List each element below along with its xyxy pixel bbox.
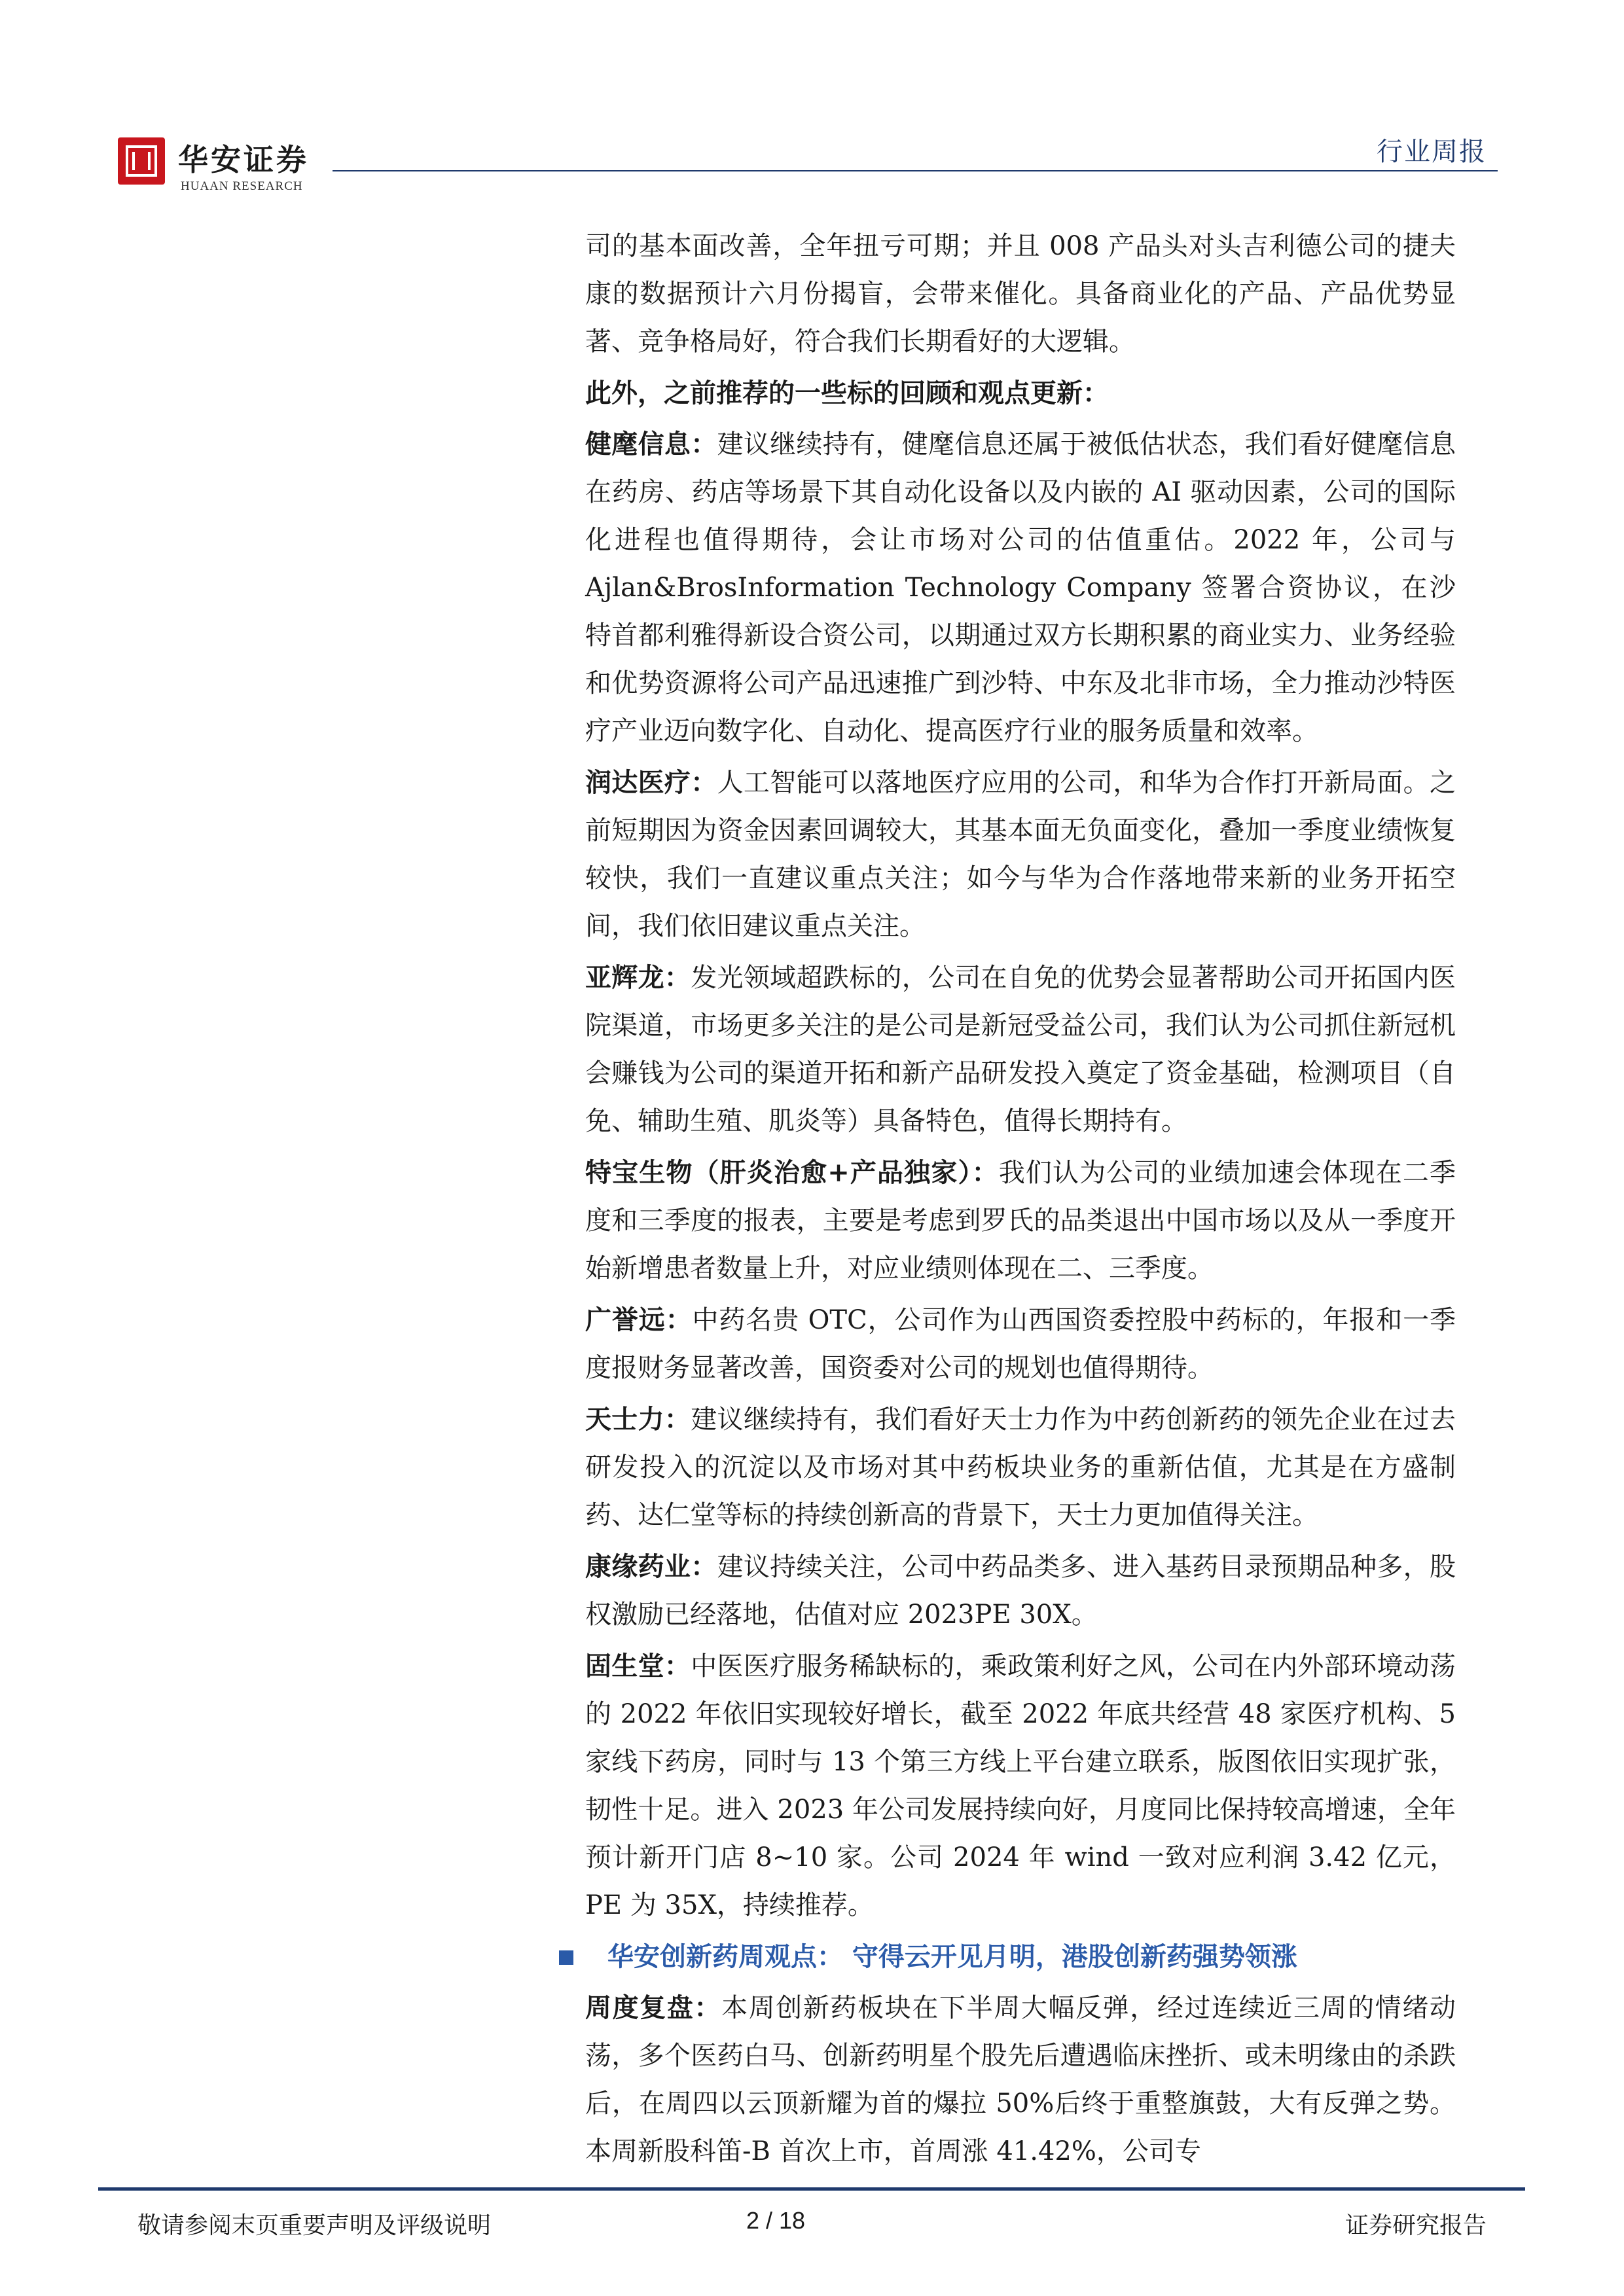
stock-text-kangyuan: 建议持续关注，公司中药品类多、进入基药目录预期品种多，股权激励已经落地，估值对应 2023PE 30X。: [585, 1552, 1456, 1630]
logo-chinese-name: 华安证券: [178, 142, 309, 177]
paragraph-runda: [585, 759, 1456, 950]
page-number: 2 / 18: [746, 2207, 806, 2234]
stock-label-gushengtang: 固生堂：: [585, 1651, 691, 1681]
report-body: [585, 223, 1456, 2179]
section-title-text: 华安创新药周观点： 守得云开见月明，港股创新药强势领涨: [607, 1942, 1297, 1972]
paragraph-gushengtang: [585, 1642, 1456, 1929]
paragraph-weekly-review: [585, 1984, 1456, 2176]
huaan-logo-icon: [118, 137, 165, 185]
footer-report-label: 证券研究报告: [1344, 2212, 1487, 2239]
section-title: [559, 1933, 1456, 1981]
stock-label-tebao: 特宝生物（肝炎治愈+产品独家）：: [585, 1157, 999, 1188]
square-bullet-icon: [559, 1950, 573, 1965]
stock-label-yahuilong: 亚辉龙：: [585, 962, 691, 993]
review-heading: 此外，之前推荐的一些标的回顾和观点更新：: [585, 378, 1109, 408]
stock-text-yahuilong: 发光领域超跌标的，公司在自免的优势会显著帮助公司开拓国内医院渠道，市场更多关注的是公司是新冠受益公司，我们认为公司抓住新冠机会赚钱为公司的渠道开拓和新产品研发投入奠定了资金基础，检测项目（自免、辅助生殖、肌炎等）具备特色，值得长期持有。: [585, 963, 1456, 1136]
paragraph-yahuilong: [585, 954, 1456, 1145]
paragraph-jianhui: [585, 420, 1456, 755]
stock-text-runda: 人工智能可以落地医疗应用的公司，和华为合作打开新局面。之前短期因为资金因素回调较大，其基本面无负面变化，叠加一季度业绩恢复较快，我们一直建议重点关注；如今与华为合作落地带来新的业务开拓空间，我们依旧建议重点关注。: [585, 768, 1456, 941]
paragraph-tianshili: [585, 1395, 1456, 1539]
report-type-label: 行业周报: [1377, 137, 1487, 167]
logo-english-name: HUAAN RESEARCH: [181, 179, 303, 193]
stock-label-jianhui: 健麾信息：: [585, 429, 717, 459]
paragraph-guangyuyuan: [585, 1296, 1456, 1392]
stock-text-jianhui: 建议继续持有，健麾信息还属于被低估状态，我们看好健麾信息在药房、药店等场景下其自动化设备以及内嵌的 AI 驱动因素，公司的国际化进程也值得期待，会让市场对公司的估值重估。2022 年，公司与 Ajlan&BrosInformation Technology Company 签署合资协议，在沙特首都利雅得新设合资公司，以期通过双方长期积累的商业实力、业务经验和优势资源将公司产品迅速推广到沙特、中东及北非市场，全力推动沙特医疗产业迈向数字化、自动化、提高医疗行业的服务质量和效率。: [585, 429, 1456, 746]
weekly-review-label: 周度复盘：: [585, 1992, 722, 2023]
footer-disclaimer: 敬请参阅末页重要声明及评级说明: [137, 2212, 492, 2239]
footer-divider: [98, 2187, 1525, 2191]
stock-text-tianshili: 建议继续持有，我们看好天士力作为中药创新药的领先企业在过去研发投入的沉淀以及市场对其中药板块业务的重新估值，尤其是在方盛制药、达仁堂等标的持续创新高的背景下，天士力更加值得关注。: [585, 1405, 1456, 1530]
paragraph-intro: 司的基本面改善，全年扭亏可期；并且 008 产品头对头吉利德公司的捷夫康的数据预计六月份揭盲，会带来催化。具备商业化的产品、产品优势显著、竞争格局好，符合我们长期看好的大逻辑。: [585, 231, 1456, 357]
header-divider: [333, 170, 1498, 171]
stock-text-tebao: 我们认为公司的业绩加速会体现在二季度和三季度的报表，主要是考虑到罗氏的品类退出中国市场以及从一季度开始新增患者数量上升，对应业绩则体现在二、三季度。: [585, 1158, 1456, 1283]
paragraph-kangyuan: [585, 1543, 1456, 1639]
stock-label-tianshili: 天士力：: [585, 1404, 691, 1435]
paragraph-tebao: [585, 1149, 1456, 1293]
weekly-review-text: 本周创新药板块在下半周大幅反弹，经过连续近三周的情绪动荡，多个医药白马、创新药明星个股先后遭遇临床挫折、或未明缘由的杀跌后，在周四以云顶新耀为首的爆拉 50%后终于重整旗鼓，大有反弹之势。本周新股科笛-B 首次上市，首周涨 41.42%，公司专: [585, 1993, 1456, 2166]
stock-label-runda: 润达医疗：: [585, 767, 717, 798]
page-header: [0, 0, 1624, 196]
stock-label-kangyuan: 康缘药业：: [585, 1551, 717, 1582]
stock-text-gushengtang: 中医医疗服务稀缺标的，乘政策利好之风，公司在内外部环境动荡的 2022 年依旧实现较好增长，截至 2022 年底共经营 48 家医疗机构、5 家线下药房，同时与 13 个第三方线上平台建立联系，版图依旧实现扩张，韧性十足。进入 2023 年公司发展持续向好，月度同比保持较高增速，全年预计新开门店 8~10 家。公司 2024 年 wind 一致对应利润 3.42 亿元，PE 为 35X，持续推荐。: [585, 1651, 1456, 1920]
stock-label-guangyuyuan: 广誉远：: [585, 1304, 693, 1335]
stock-text-guangyuyuan: 中药名贵 OTC，公司作为山西国资委控股中药标的，年报和一季度报财务显著改善，国资委对公司的规划也值得期待。: [585, 1305, 1456, 1383]
